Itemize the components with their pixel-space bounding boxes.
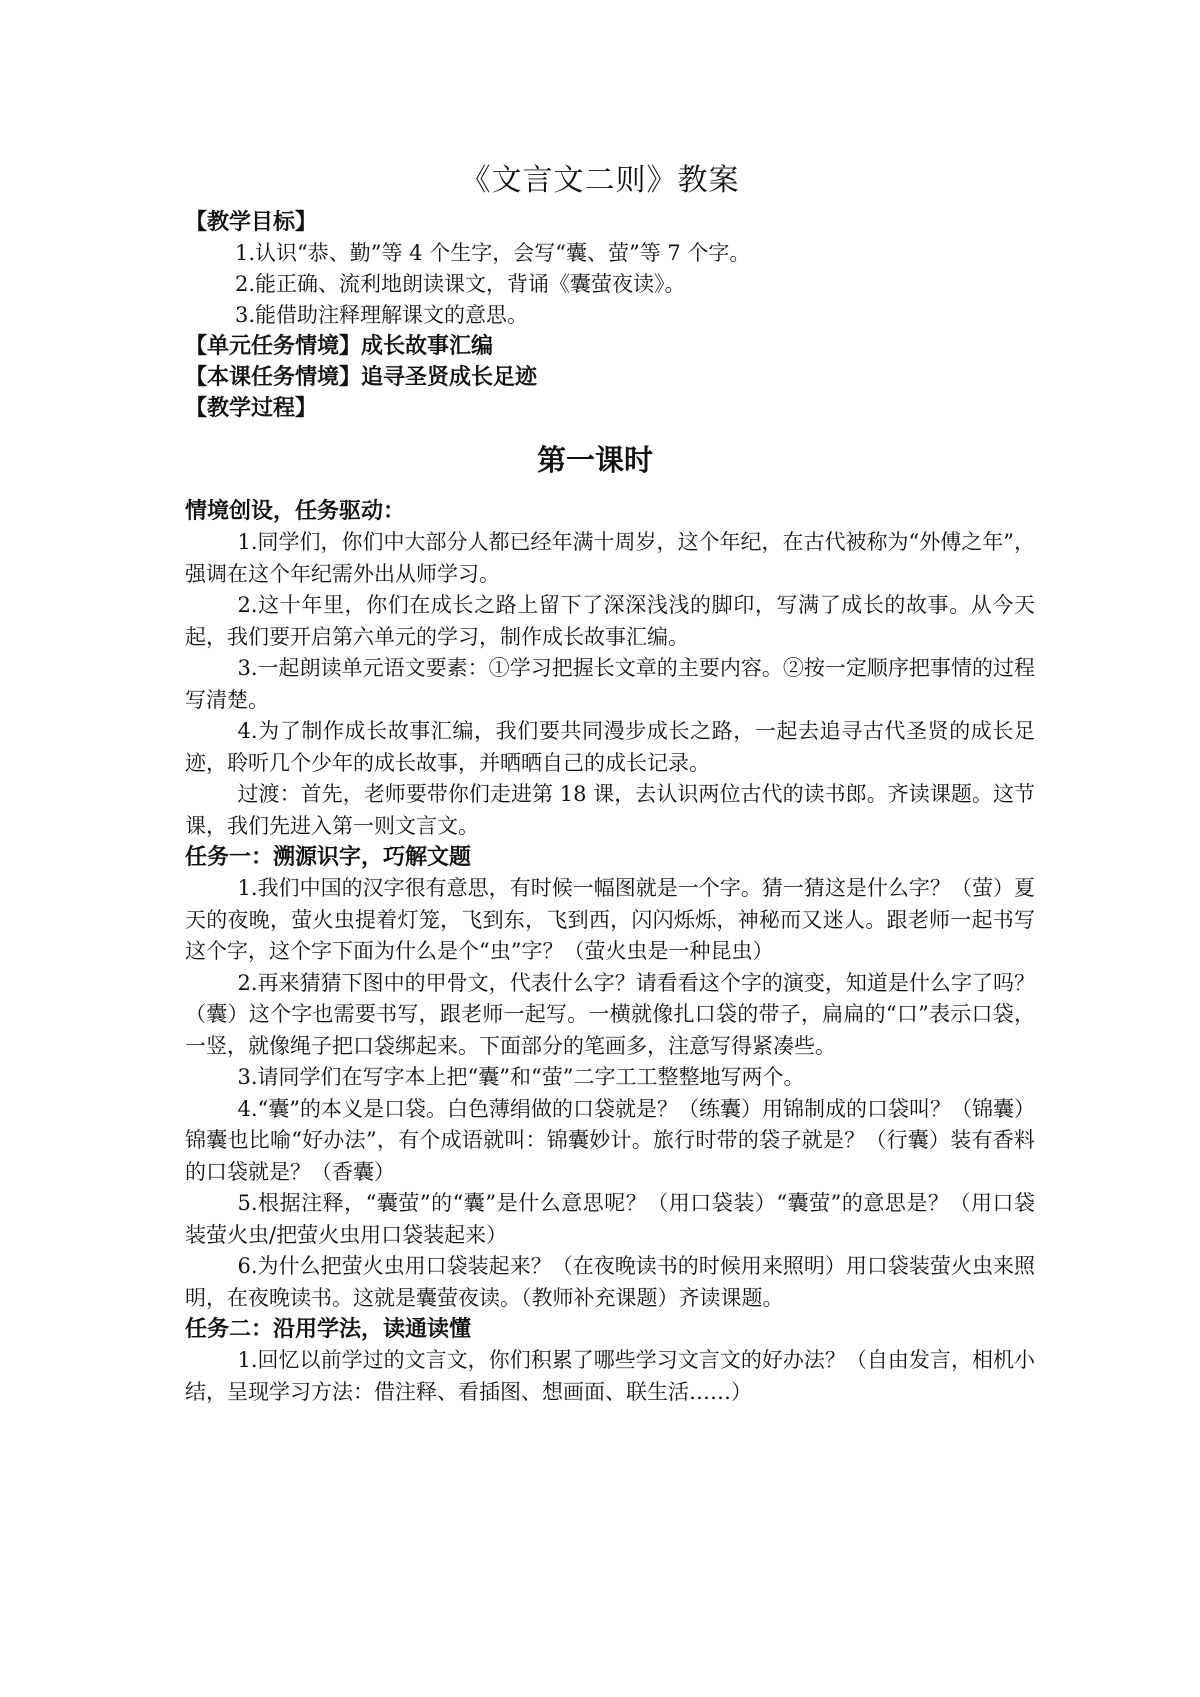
lesson-task-heading: 【本课任务情境】追寻圣贤成长足迹 [185, 364, 538, 390]
objective-item: 3.能借助注释理解课文的意思。 [235, 303, 529, 327]
paragraph: 3.一起朗读单元语文要素：①学习把握长文章的主要内容。②按一定顺序把事情的过程写清楚。 [185, 656, 1035, 712]
paragraph: 1.同学们，你们中大部分人都已经年满十周岁，这个年纪，在古代被称为“外傅之年”，强调在这个年纪需外出从师学习。 [185, 530, 1036, 586]
objective-item: 1.认识“恭、勤”等 4 个生字，会写“囊、萤”等 7 个字。 [235, 241, 751, 265]
task2-heading: 任务二：沿用学法，读通读懂 [185, 1316, 472, 1342]
paragraph: 6.为什么把萤火虫用口袋装起来？（在夜晚读书的时候用来照明）用口袋装萤火虫来照明，在夜晚读书。这就是囊萤夜读。（教师补充课题）齐读课题。 [185, 1254, 1035, 1310]
paragraph: 4.为了制作成长故事汇编，我们要共同漫步成长之路，一起去追寻古代圣贤的成长足迹，聆听几个少年的成长故事，并晒晒自己的成长记录。 [185, 719, 1035, 775]
paragraph: 2.这十年里，你们在成长之路上留下了深深浅浅的脚印，写满了成长的故事。从今天起，我们要开启第六单元的学习，制作成长故事汇编。 [185, 593, 1035, 649]
objective-item: 2.能正确、流利地朗读课文，背诵《囊萤夜读》。 [235, 272, 686, 296]
section-title: 第一课时 [536, 443, 653, 477]
paragraph: 过渡：首先，老师要带你们走进第 18 课，去认识两位古代的读书郎。齐读课题。这节课，我们先进入第一则文言文。 [185, 782, 1035, 838]
document-body [185, 155, 1035, 1408]
process-heading: 【教学过程】 [185, 395, 318, 421]
unit-task-heading: 【单元任务情境】成长故事汇编 [185, 333, 494, 359]
document-title: 《文言文二则》教案 [460, 163, 740, 198]
paragraph: 5.根据注释，“囊萤”的“囊”是什么意思呢？（用口袋装）“囊萤”的意思是？（用口袋装萤火虫/把萤火虫用口袋装起来） [185, 1191, 1035, 1247]
objectives-heading: 【教学目标】 [185, 209, 318, 235]
context-heading: 情境创设，任务驱动： [185, 498, 406, 524]
paragraph: 3.请同学们在写字本上把“囊”和“萤”二字工工整整地写两个。 [237, 1065, 805, 1089]
paragraph: 1.回忆以前学过的文言文，你们积累了哪些学习文言文的好办法？（自由发言，相机小结，呈现学习方法：借注释、看插图、想画面、联生活……） [185, 1348, 1035, 1404]
paragraph: 4.“囊”的本义是口袋。白色薄绢做的口袋就是？（练囊）用锦制成的口袋叫？（锦囊）锦囊也比喻“好办法”，有个成语就叫：锦囊妙计。旅行时带的袋子就是？（行囊）装有香料的口袋就是？（香囊） [185, 1096, 1036, 1184]
paragraph: 2.再来猜猜下图中的甲骨文，代表什么字？请看看这个字的演变，知道是什么字了吗？（囊）这个字也需要书写，跟老师一起写。一横就像扎口袋的带子，扁扁的“口”表示口袋，一竖，就像绳子把口袋绑起来。下面部分的笔画多，注意写得紧凑些。 [185, 970, 1035, 1058]
task1-heading: 任务一：溯源识字，巧解文题 [185, 844, 472, 870]
paragraph: 1.我们中国的汉字很有意思，有时候一幅图就是一个字。猜一猜这是什么字？（萤）夏天的夜晚，萤火虫提着灯笼，飞到东，飞到西，闪闪烁烁，神秘而又迷人。跟老师一起书写这个字，这个字下面为什么是个“虫”字？（萤火虫是一种昆虫） [185, 876, 1035, 963]
